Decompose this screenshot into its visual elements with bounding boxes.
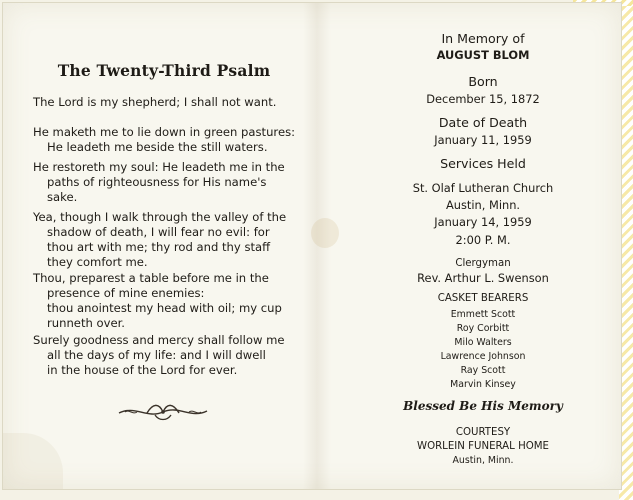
blessed-memory-text: Blessed Be His Memory — [403, 399, 563, 413]
bearer-name: Roy Corbitt — [456, 323, 510, 334]
church-name: St. Olaf Lutheran Church — [412, 181, 554, 195]
service-city: Austin, Minn. — [445, 198, 521, 212]
verse-5 — [33, 271, 301, 331]
scroll-flourish-icon — [117, 401, 209, 423]
deceased-name: AUGUST BLOM — [436, 48, 530, 62]
born-label: Born — [468, 74, 498, 89]
verse-line: Thou, preparest a table before me in the — [33, 271, 269, 285]
memorial-card — [2, 2, 622, 490]
born-date: December 15, 1872 — [426, 92, 540, 106]
verse-3 — [33, 160, 301, 205]
verse-line: they comfort me. — [47, 255, 148, 269]
bearers-label: CASKET BEARERS — [437, 293, 529, 304]
funeral-home-name: WORLEIN FUNERAL HOME — [417, 441, 549, 452]
verse-line: runneth over. — [47, 316, 125, 330]
psalm-title: The Twenty-Third Psalm — [57, 61, 271, 80]
verse-2 — [33, 125, 301, 155]
paper-stain — [311, 218, 339, 248]
verse-1 — [33, 95, 301, 110]
death-label: Date of Death — [438, 115, 528, 130]
verse-line: shadow of death, I will fear no evil: for — [47, 225, 270, 239]
service-time: 2:00 P. M. — [455, 233, 511, 247]
verse-line: sake. — [47, 190, 78, 204]
bearer-name: Ray Scott — [460, 365, 506, 376]
funeral-home-city: Austin, Minn. — [452, 455, 514, 466]
verse-line: Surely goodness and mercy shall follow me — [33, 333, 285, 347]
service-date: January 14, 1959 — [434, 215, 532, 229]
paper-stain — [3, 433, 63, 489]
verse-line: presence of mine enemies: — [47, 286, 205, 300]
verse-line: thou anointest my head with oil; my cup — [47, 301, 282, 315]
clergyman-name: Rev. Arthur L. Swenson — [417, 271, 549, 285]
bearer-name: Milo Walters — [454, 337, 512, 348]
verse-line: paths of righteousness for His name's — [47, 175, 267, 189]
verse-4 — [33, 210, 301, 270]
verse-line: He maketh me to lie down in green pastures: — [33, 125, 296, 139]
verse-line: He restoreth my soul: He leadeth me in the — [33, 160, 285, 174]
verse-line: The Lord is my shepherd; I shall not want. — [33, 95, 277, 109]
bearer-name: Marvin Kinsey — [450, 379, 516, 390]
bearer-name: Lawrence Johnson — [440, 351, 526, 362]
in-memory-label: In Memory of — [441, 31, 525, 46]
bearer-name: Emmett Scott — [450, 309, 516, 320]
verse-line: thou art with me; thy rod and thy staff — [47, 240, 271, 254]
death-date: January 11, 1959 — [434, 133, 532, 147]
verse-line: all the days of my life: and I will dwell — [47, 348, 266, 362]
verse-line: He leadeth me beside the still waters. — [47, 140, 268, 154]
verse-line: Yea, though I walk through the valley of the — [33, 210, 287, 224]
verse-line: in the house of the Lord for ever. — [47, 363, 238, 377]
clergyman-label: Clergyman — [455, 258, 511, 269]
verse-6 — [33, 333, 301, 378]
courtesy-label: COURTESY — [455, 427, 511, 438]
services-label: Services Held — [440, 156, 526, 171]
